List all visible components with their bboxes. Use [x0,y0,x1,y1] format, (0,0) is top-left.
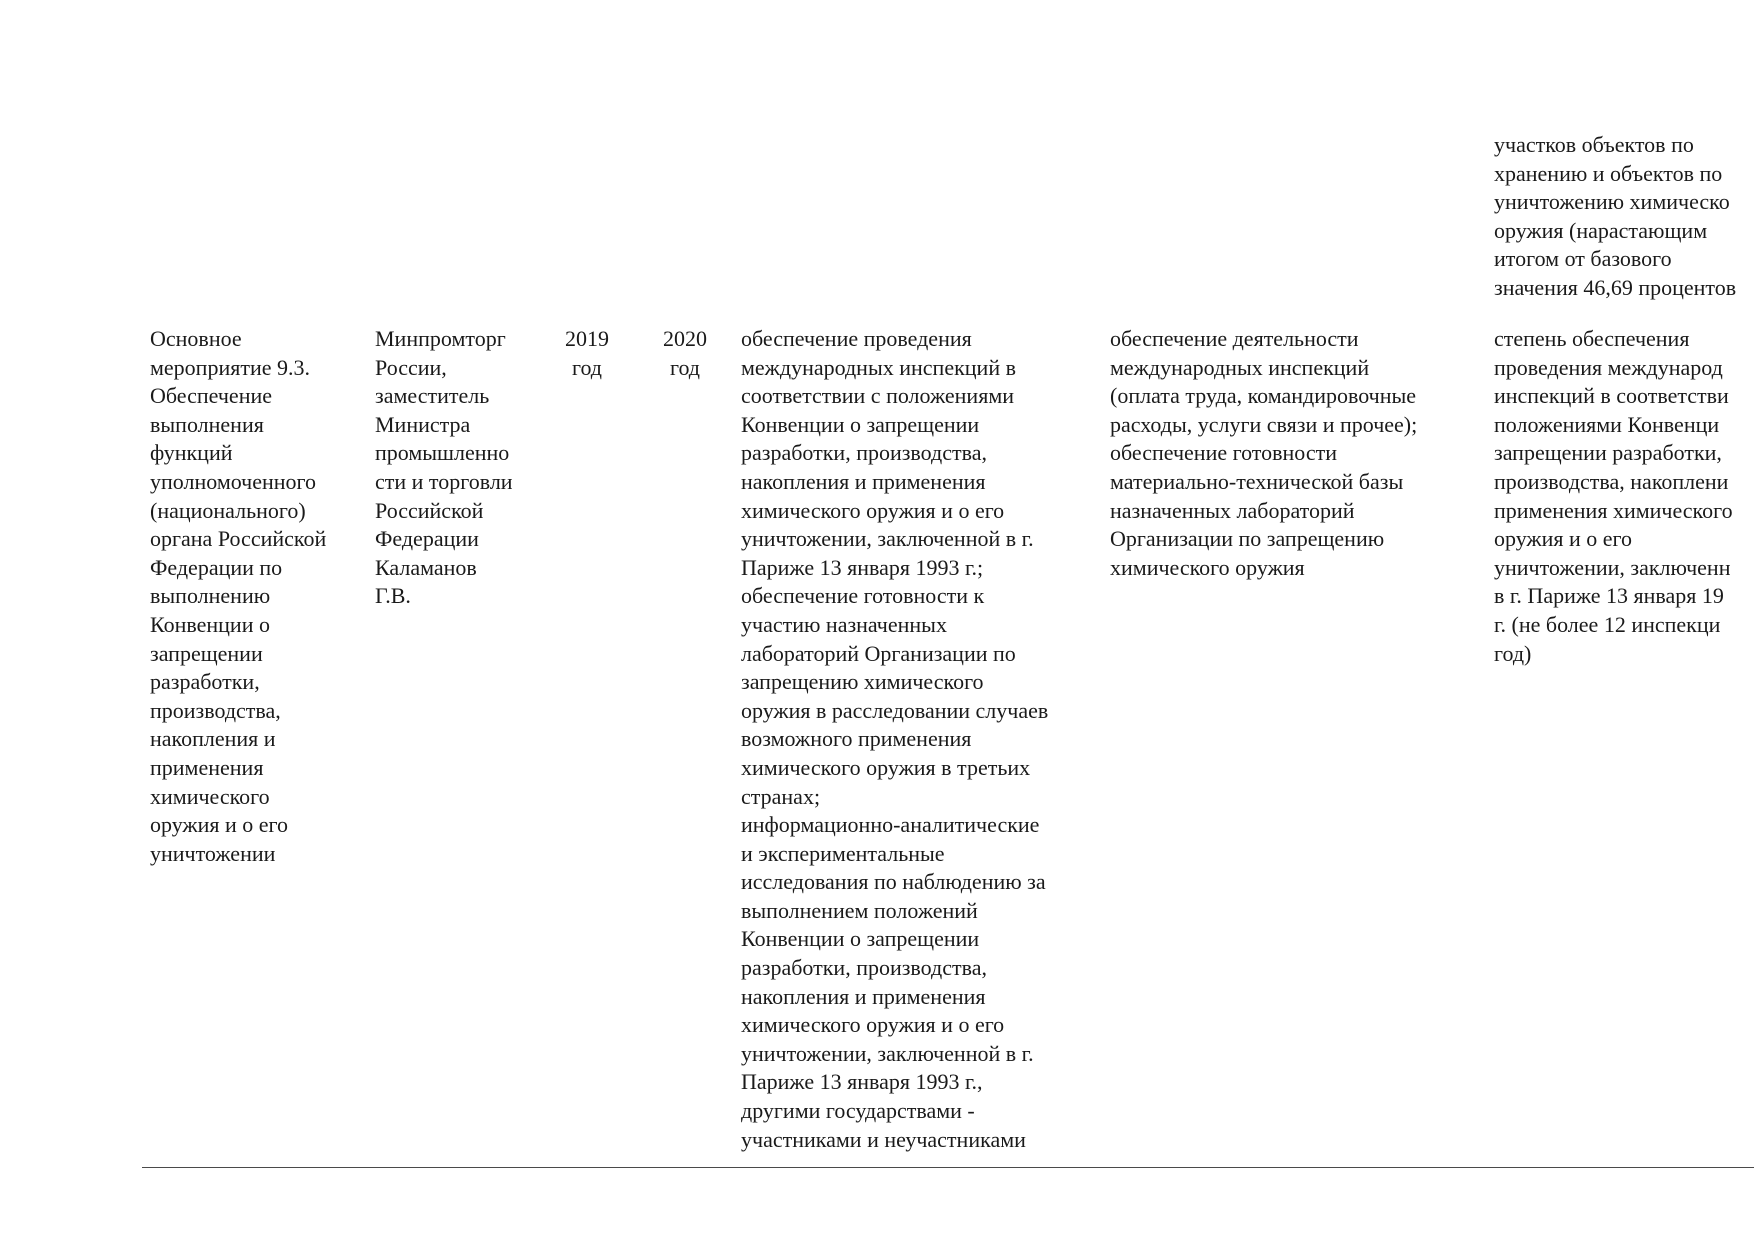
start-year-cell: 2019 год [565,326,609,380]
table-bottom-rule [142,1167,1754,1168]
end-year-cell: 2020 год [663,326,707,380]
responsible-executor-cell: Минпромторг России, заместитель Министра промышленно сти и торговли Российской Федерации Каламанов Г.В. [375,326,513,609]
indicator-cell: степень обеспечения проведения международ инспекций в соответстви положениями Конвенци запрещении разработки, производства, накоплени применения химического оружия и о его уничтожении, заключенн в г. Париже 13 января 19 г. (не более 12 инспекци год) [1494,326,1733,666]
carryover-indicator-text: участков объектов по хранению и объектов по уничтожению химическо оружия (нарастающим итогом от базового значения 46,69 процентов [1494,132,1737,300]
event-name-cell: Основное мероприятие 9.3. Обеспечение выполнения функций уполномоченного (национального) органа Российской Федерации по выполнению Конвенции о запрещении разработки, производства, накопления и применения химического оружия и о его уничтожении [150,326,327,866]
expected-result-cell: обеспечение проведения международных инспекций в соответствии с положениями Конвенции о запрещении разработки, производства, накопления и применения химического оружия и о его уничтожении, заключенной в г. Париже 13 января 1993 г.; обеспечение готовности к участию назначенных лабораторий Организации по запрещению химического оружия в расследовании случаев возможного применения химического оружия в третьих странах; информационно-аналитические и экспериментальные исследования по наблюдению за выполнением положений Конвенции о запрещении разработки, производства, накопления и применения химического оружия и о его уничтожении, заключенной в г. Париже 13 января 1993 г., другими государствами - участниками и неучастниками [741,326,1049,1152]
main-activities-cell: обеспечение деятельности международных инспекций (оплата труда, командировочные расходы, услуги связи и прочее); обеспечение готовности материально-технической базы назначенных лабораторий Организации по запрещению химического оружия [1110,326,1418,580]
